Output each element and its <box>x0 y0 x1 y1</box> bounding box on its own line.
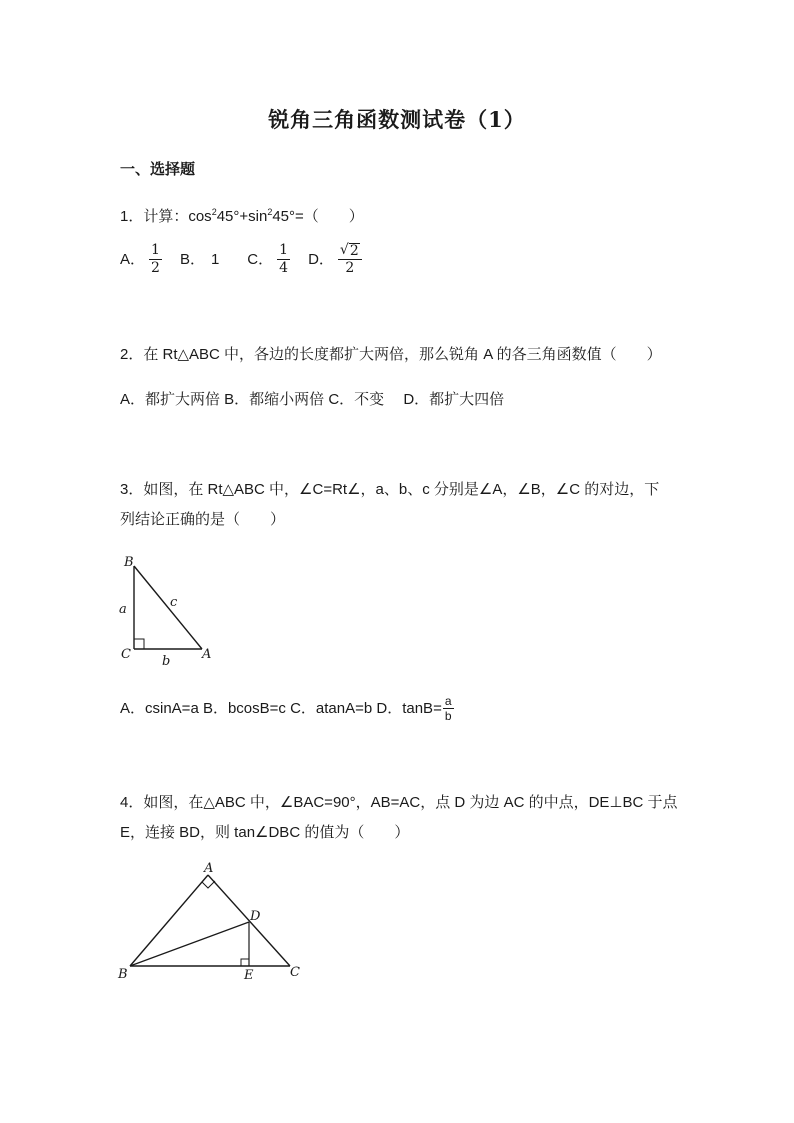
question-1-options <box>120 243 366 276</box>
q1-d-denominator: 2 <box>345 260 355 276</box>
side-AB <box>130 875 208 966</box>
sqrt-symbol: √ 2 <box>339 242 359 259</box>
question-3-options <box>120 695 455 722</box>
q1-option-c-fraction <box>277 243 290 276</box>
q1-stem-mid: 45°+sin <box>216 208 268 225</box>
q3-options-text: A．csinA=a B．bcosB=c C．atanA=b D．tanB= <box>120 699 442 717</box>
vertex-A-label: A <box>204 861 214 876</box>
side-b-label: b <box>162 654 171 669</box>
vertex-C-label: C <box>121 647 131 662</box>
q1-option-d-label: D． <box>308 250 334 268</box>
vertex-B-label: B <box>118 967 128 982</box>
segment-BD <box>130 922 249 966</box>
vertex-B-label: B <box>124 555 134 570</box>
q1-stem-pre: 1．计算：cos <box>120 208 212 225</box>
q1-c-denominator: 4 <box>279 260 289 276</box>
q3-d-numerator: a <box>444 694 452 708</box>
q1-stem-post: 45°=（ ） <box>272 208 364 225</box>
q1-a-denominator: 2 <box>151 260 160 276</box>
q1-sup2: 2 <box>267 207 273 217</box>
q3-option-d-fraction <box>443 695 454 722</box>
vertex-C-label: C <box>290 965 300 980</box>
side-c <box>134 566 202 649</box>
q1-option-c-label: C． <box>247 250 274 268</box>
q1-option-a-label: A． <box>120 250 146 268</box>
q1-option-b-label: B． <box>179 250 205 268</box>
q1-option-a-fraction <box>149 243 162 276</box>
question-3-stem-line1: 3．如图，在 Rt△ABC 中，∠C=Rt∠，a、b、c 分别是∠A，∠B，∠C 的对边，下 <box>120 481 660 498</box>
question-1-stem <box>120 202 364 227</box>
side-a-label: a <box>119 602 127 617</box>
q1-d-radicand: 2 <box>349 243 359 259</box>
right-angle-mark-A <box>202 881 215 888</box>
q1-d-numerator <box>338 243 362 260</box>
question-2-stem: 2．在 Rt△ABC 中，各边的长度都扩大两倍，那么锐角 A 的各三角函数值（ ） <box>120 346 662 363</box>
page-title: 锐角三角函数测试卷（1） <box>268 107 526 132</box>
question-3-stem-line2: 列结论正确的是（ ） <box>120 511 286 528</box>
vertex-A-label: A <box>202 647 212 662</box>
q1-c-numerator: 1 <box>279 242 289 258</box>
question-4-stem-line2: E，连接 BD，则 tan∠DBC 的值为（ ） <box>120 824 410 841</box>
right-angle-mark-E <box>241 959 249 966</box>
q3-right-triangle-figure <box>110 550 220 670</box>
point-D-label: D <box>250 909 261 924</box>
section-heading: 一、选择题 <box>120 161 196 178</box>
question-4-stem-line1: 4．如图，在△ABC 中，∠BAC=90°，AB=AC，点 D 为边 AC 的中点，DE⊥BC 于点 <box>120 794 678 811</box>
q1-option-d-fraction <box>338 243 362 276</box>
point-E-label: E <box>244 968 254 983</box>
q3-d-denominator: b <box>444 709 452 723</box>
question-2-options: A．都扩大两倍 B．都缩小两倍 C．不变 D．都扩大四倍 <box>120 391 505 408</box>
q1-option-b-value: 1 <box>210 250 220 268</box>
right-angle-mark <box>134 639 144 649</box>
q1-a-numerator: 1 <box>151 242 160 258</box>
q4-triangle-figure <box>110 860 310 990</box>
q1-sup1: 2 <box>211 207 217 217</box>
side-c-label: c <box>170 595 178 610</box>
